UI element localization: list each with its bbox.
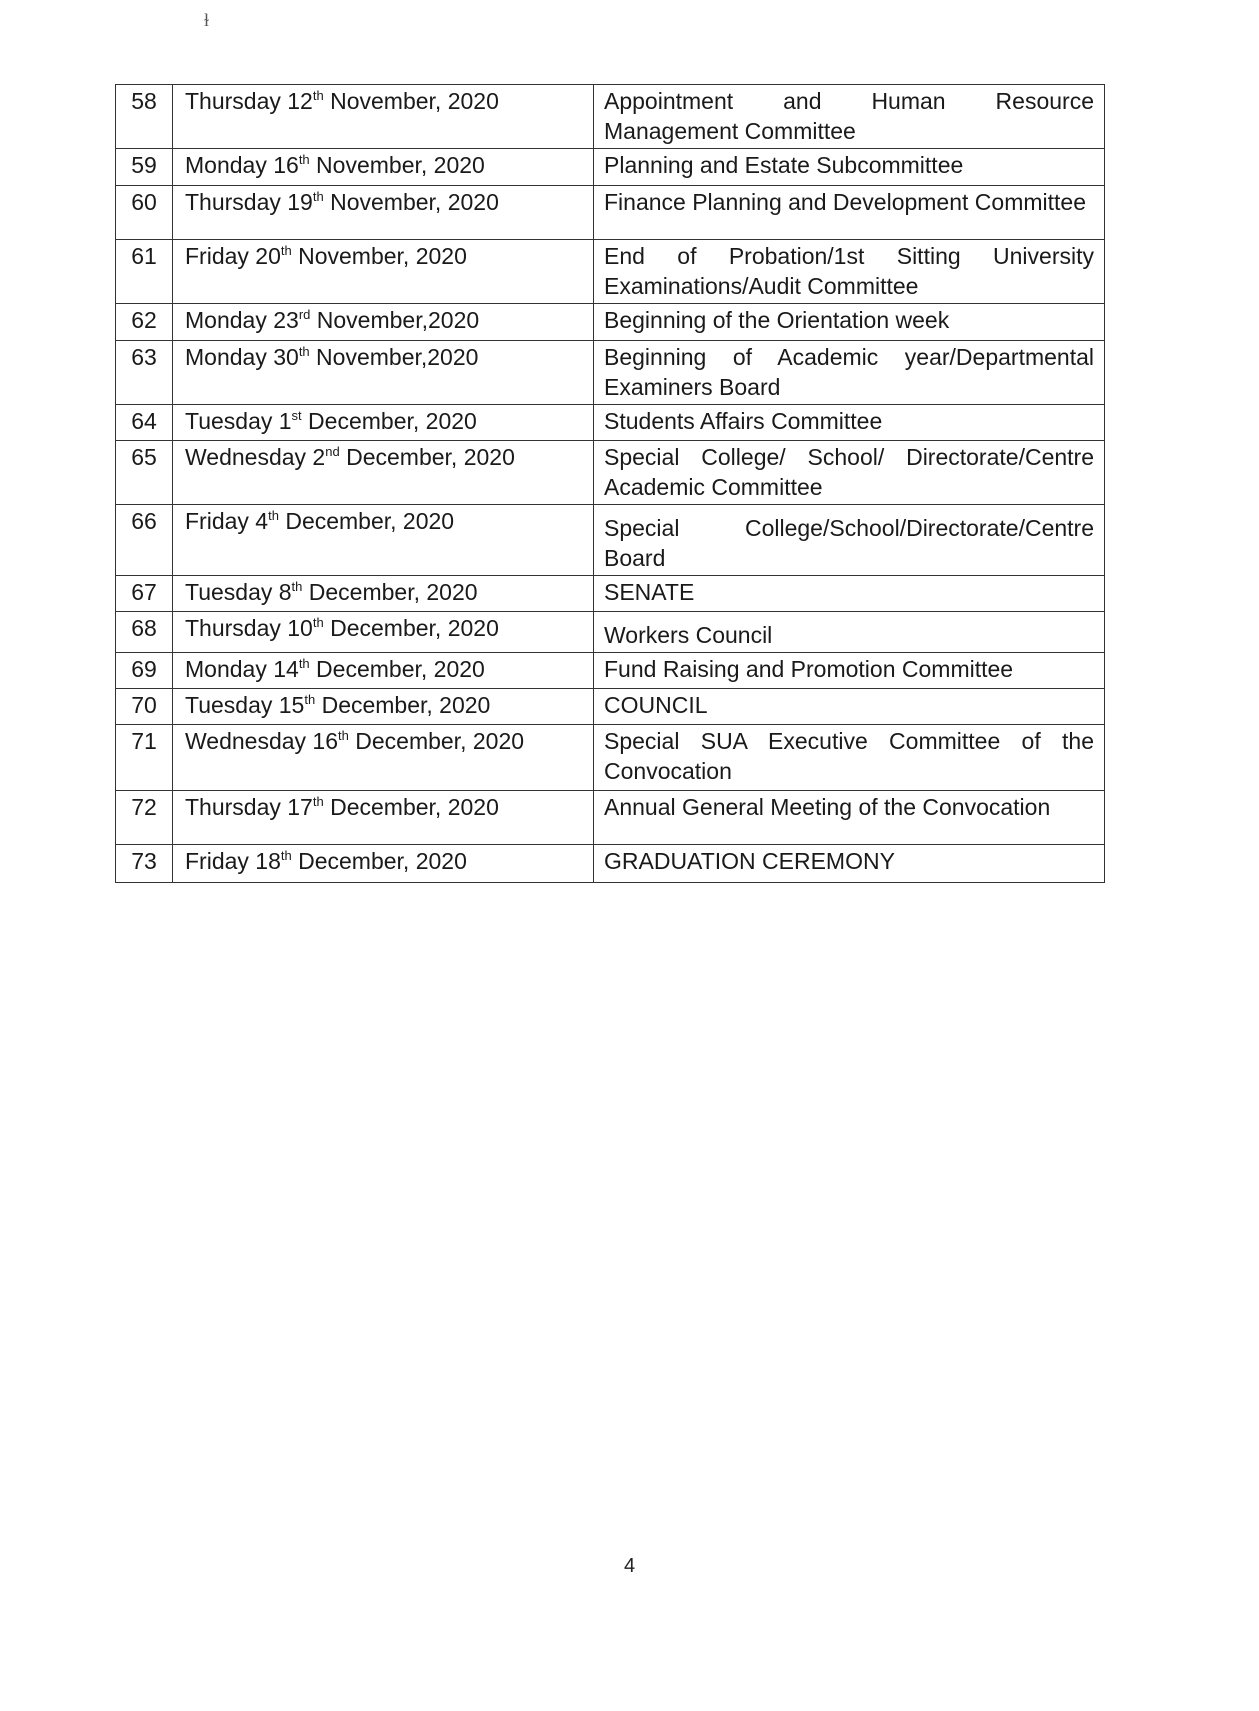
date-day: Tuesday 1 bbox=[185, 408, 292, 434]
date-ordinal-suffix: th bbox=[312, 189, 324, 204]
meeting-date bbox=[173, 304, 594, 341]
row-number: 66 bbox=[116, 505, 173, 576]
date-month-year: December, 2020 bbox=[309, 656, 485, 682]
date-day: Tuesday 15 bbox=[185, 692, 305, 718]
meeting-event: Fund Raising and Promotion Committee bbox=[594, 653, 1105, 689]
meeting-date bbox=[173, 441, 594, 505]
meeting-date bbox=[173, 845, 594, 883]
meeting-date bbox=[173, 576, 594, 612]
date-month-year: December, 2020 bbox=[323, 615, 499, 641]
date-month-year: December, 2020 bbox=[315, 692, 491, 718]
table-row bbox=[116, 791, 1105, 845]
table-row bbox=[116, 341, 1105, 405]
row-number: 62 bbox=[116, 304, 173, 341]
row-number: 70 bbox=[116, 689, 173, 725]
row-number: 68 bbox=[116, 612, 173, 653]
date-month-year: December, 2020 bbox=[278, 508, 455, 534]
date-month-year: November,2020 bbox=[309, 344, 479, 370]
row-number: 69 bbox=[116, 653, 173, 689]
meeting-schedule-table bbox=[115, 84, 1105, 883]
row-number: 72 bbox=[116, 791, 173, 845]
meeting-event: End of Probation/1st Sitting University Examinations/Audit Committee bbox=[594, 240, 1105, 304]
meeting-date bbox=[173, 791, 594, 845]
date-day: Friday 4 bbox=[185, 508, 269, 534]
date-ordinal-suffix: th bbox=[268, 508, 279, 523]
schedule-body bbox=[116, 85, 1105, 883]
row-number: 63 bbox=[116, 341, 173, 405]
date-day: Thursday 19 bbox=[185, 189, 313, 215]
date-day: Wednesday 16 bbox=[185, 728, 339, 754]
date-day: Thursday 17 bbox=[185, 794, 313, 820]
meeting-date bbox=[173, 240, 594, 304]
date-ordinal-suffix: th bbox=[304, 692, 316, 707]
row-number: 59 bbox=[116, 149, 173, 186]
date-month-year: November, 2020 bbox=[309, 152, 485, 178]
date-day: Thursday 10 bbox=[185, 615, 313, 641]
table-row bbox=[116, 149, 1105, 186]
row-number: 71 bbox=[116, 725, 173, 791]
date-month-year: November, 2020 bbox=[291, 243, 467, 269]
meeting-date bbox=[173, 85, 594, 149]
meeting-event: Special College/ School/ Directorate/Centre Academic Committee bbox=[594, 441, 1105, 505]
meeting-date bbox=[173, 405, 594, 441]
table-row bbox=[116, 653, 1105, 689]
row-number: 65 bbox=[116, 441, 173, 505]
table-row bbox=[116, 612, 1105, 653]
date-month-year: December, 2020 bbox=[323, 794, 499, 820]
meeting-date bbox=[173, 149, 594, 186]
meeting-event: COUNCIL bbox=[594, 689, 1105, 725]
meeting-event: Annual General Meeting of the Convocation bbox=[594, 791, 1105, 845]
date-day: Wednesday 2 bbox=[185, 444, 326, 470]
row-number: 61 bbox=[116, 240, 173, 304]
row-number: 73 bbox=[116, 845, 173, 883]
meeting-event: Workers Council bbox=[594, 612, 1105, 653]
date-day: Tuesday 8 bbox=[185, 579, 292, 605]
table-row bbox=[116, 845, 1105, 883]
row-number: 58 bbox=[116, 85, 173, 149]
meeting-event: SENATE bbox=[594, 576, 1105, 612]
meeting-event: Students Affairs Committee bbox=[594, 405, 1105, 441]
date-ordinal-suffix: th bbox=[298, 152, 310, 167]
date-ordinal-suffix: th bbox=[338, 728, 349, 743]
date-ordinal-suffix: th bbox=[291, 579, 303, 594]
date-month-year: December, 2020 bbox=[302, 579, 478, 605]
meeting-date bbox=[173, 653, 594, 689]
meeting-date bbox=[173, 612, 594, 653]
meeting-event: Planning and Estate Subcommittee bbox=[594, 149, 1105, 186]
table-row bbox=[116, 505, 1105, 576]
meeting-date bbox=[173, 186, 594, 240]
date-month-year: December, 2020 bbox=[348, 728, 525, 754]
table-row bbox=[116, 304, 1105, 341]
table-row bbox=[116, 405, 1105, 441]
date-ordinal-suffix: th bbox=[298, 656, 310, 671]
date-ordinal-suffix: th bbox=[312, 88, 324, 103]
date-day: Thursday 12 bbox=[185, 88, 313, 114]
row-number: 67 bbox=[116, 576, 173, 612]
meeting-date bbox=[173, 341, 594, 405]
date-month-year: November, 2020 bbox=[323, 189, 499, 215]
row-number: 60 bbox=[116, 186, 173, 240]
table-row bbox=[116, 186, 1105, 240]
date-day: Friday 18 bbox=[185, 848, 281, 874]
date-ordinal-suffix: st bbox=[291, 408, 302, 423]
date-ordinal-suffix: rd bbox=[298, 307, 311, 322]
meeting-event: Beginning of Academic year/Departmental Examiners Board bbox=[594, 341, 1105, 405]
date-ordinal-suffix: th bbox=[312, 615, 324, 630]
date-ordinal-suffix: nd bbox=[325, 444, 340, 459]
date-day: Monday 23 bbox=[185, 307, 299, 333]
table-row bbox=[116, 689, 1105, 725]
page-number: 4 bbox=[623, 1555, 636, 1577]
date-day: Monday 16 bbox=[185, 152, 299, 178]
meeting-event: GRADUATION CEREMONY bbox=[594, 845, 1105, 883]
meeting-event: Special College/School/Directorate/Centre Board bbox=[594, 505, 1105, 576]
meeting-date bbox=[173, 505, 594, 576]
meeting-event: Finance Planning and Development Committee bbox=[594, 186, 1105, 240]
table-row bbox=[116, 576, 1105, 612]
date-month-year: December, 2020 bbox=[301, 408, 477, 434]
meeting-event: Beginning of the Orientation week bbox=[594, 304, 1105, 341]
date-ordinal-suffix: th bbox=[280, 243, 292, 258]
table-row bbox=[116, 240, 1105, 304]
corner-mark: ɫ bbox=[204, 10, 210, 30]
table-row bbox=[116, 725, 1105, 791]
meeting-event: Special SUA Executive Committee of the Convocation bbox=[594, 725, 1105, 791]
meeting-date bbox=[173, 689, 594, 725]
table-row bbox=[116, 441, 1105, 505]
date-ordinal-suffix: th bbox=[312, 794, 324, 809]
date-day: Monday 14 bbox=[185, 656, 299, 682]
date-month-year: November, 2020 bbox=[323, 88, 499, 114]
date-month-year: December, 2020 bbox=[291, 848, 467, 874]
date-ordinal-suffix: th bbox=[280, 848, 292, 863]
row-number: 64 bbox=[116, 405, 173, 441]
date-month-year: November,2020 bbox=[310, 307, 480, 333]
table-row bbox=[116, 85, 1105, 149]
date-day: Friday 20 bbox=[185, 243, 281, 269]
date-day: Monday 30 bbox=[185, 344, 299, 370]
date-ordinal-suffix: th bbox=[298, 344, 310, 359]
date-month-year: December, 2020 bbox=[339, 444, 515, 470]
meeting-date bbox=[173, 725, 594, 791]
meeting-event: Appointment and Human Resource Management Committee bbox=[594, 85, 1105, 149]
